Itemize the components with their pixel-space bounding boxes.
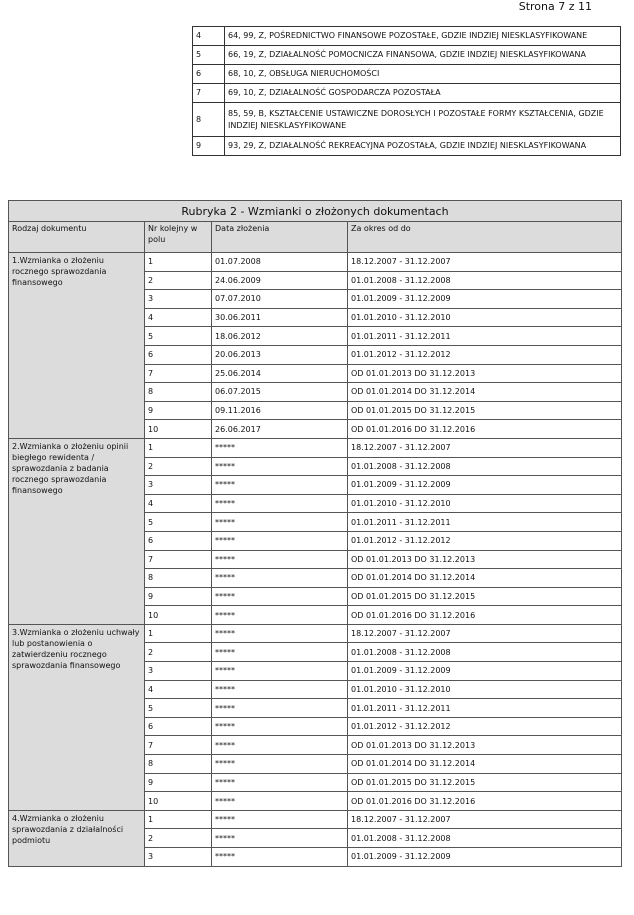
period: 01.01.2009 - 31.12.2009: [348, 662, 622, 681]
sequence-number: 4: [145, 680, 212, 699]
sequence-number: 4: [145, 494, 212, 513]
pkd-row: [193, 137, 621, 156]
sequence-number: 8: [145, 383, 212, 402]
sequence-number: 7: [145, 736, 212, 755]
period: OD 01.01.2013 DO 31.12.2013: [348, 364, 622, 383]
sequence-number: 9: [145, 773, 212, 792]
filing-date: 01.07.2008: [212, 253, 348, 272]
header-period: Za okres od do: [348, 222, 622, 253]
sequence-number: 2: [145, 271, 212, 290]
period: OD 01.01.2014 DO 31.12.2014: [348, 755, 622, 774]
period: 01.01.2008 - 31.12.2008: [348, 457, 622, 476]
sequence-number: 7: [145, 364, 212, 383]
period: 01.01.2008 - 31.12.2008: [348, 271, 622, 290]
sequence-number: 3: [145, 662, 212, 681]
sequence-number: 5: [145, 327, 212, 346]
filing-date: *****: [212, 531, 348, 550]
pkd-description: 66, 19, Z, DZIAŁALNOŚĆ POMOCNICZA FINANSOWA, GDZIE INDZIEJ NIESKLASYFIKOWANA: [225, 46, 621, 65]
period: OD 01.01.2016 DO 31.12.2016: [348, 606, 622, 625]
pkd-row: [193, 65, 621, 84]
period: OD 01.01.2015 DO 31.12.2015: [348, 401, 622, 420]
rubryka-title: Rubryka 2 - Wzmianki o złożonych dokumentach: [9, 201, 622, 222]
period: OD 01.01.2014 DO 31.12.2014: [348, 569, 622, 588]
filing-date: 06.07.2015: [212, 383, 348, 402]
period: 18.12.2007 - 31.12.2007: [348, 624, 622, 643]
filing-date: *****: [212, 457, 348, 476]
document-type: 4.Wzmianka o złożeniu sprawozdania z działalności podmiotu: [9, 810, 145, 866]
filing-date: *****: [212, 587, 348, 606]
period: 01.01.2011 - 31.12.2011: [348, 513, 622, 532]
table-row: [9, 624, 622, 643]
sequence-number: 4: [145, 308, 212, 327]
table-row: [9, 253, 622, 272]
filing-date: 30.06.2011: [212, 308, 348, 327]
filing-date: *****: [212, 476, 348, 495]
table-row: [9, 810, 622, 829]
period: OD 01.01.2015 DO 31.12.2015: [348, 587, 622, 606]
sequence-number: 2: [145, 643, 212, 662]
filing-date: *****: [212, 513, 348, 532]
sequence-number: 3: [145, 476, 212, 495]
pkd-description: 69, 10, Z, DZIAŁALNOŚĆ GOSPODARCZA POZOSTAŁA: [225, 84, 621, 103]
period: 18.12.2007 - 31.12.2007: [348, 810, 622, 829]
sequence-number: 6: [145, 531, 212, 550]
filing-date: *****: [212, 438, 348, 457]
sequence-number: 3: [145, 290, 212, 309]
period: 01.01.2009 - 31.12.2009: [348, 290, 622, 309]
filing-date: *****: [212, 792, 348, 811]
period: 01.01.2009 - 31.12.2009: [348, 476, 622, 495]
pkd-description: 68, 10, Z, OBSŁUGA NIERUCHOMOŚCI: [225, 65, 621, 84]
filing-date: *****: [212, 848, 348, 867]
page-number: Strona 7 z 11: [518, 0, 592, 13]
filing-date: 20.06.2013: [212, 345, 348, 364]
sequence-number: 8: [145, 755, 212, 774]
header-document-type: Rodzaj dokumentu: [9, 222, 145, 253]
pkd-index: 5: [193, 46, 225, 65]
period: OD 01.01.2016 DO 31.12.2016: [348, 792, 622, 811]
filing-date: *****: [212, 494, 348, 513]
pkd-index: 8: [193, 103, 225, 137]
period: 01.01.2011 - 31.12.2011: [348, 327, 622, 346]
filing-date: 18.06.2012: [212, 327, 348, 346]
period: 01.01.2010 - 31.12.2010: [348, 680, 622, 699]
document-type: 3.Wzmianka o złożeniu uchwały lub postanowienia o zatwierdzeniu rocznego sprawozdania finansowego: [9, 624, 145, 810]
sequence-number: 9: [145, 587, 212, 606]
filing-date: *****: [212, 606, 348, 625]
pkd-table: [192, 26, 621, 156]
filing-date: 26.06.2017: [212, 420, 348, 439]
sequence-number: 10: [145, 420, 212, 439]
period: OD 01.01.2013 DO 31.12.2013: [348, 550, 622, 569]
document-type: 1.Wzmianka o złożeniu rocznego sprawozdania finansowego: [9, 253, 145, 439]
pkd-row: [193, 84, 621, 103]
period: 01.01.2008 - 31.12.2008: [348, 643, 622, 662]
sequence-number: 1: [145, 624, 212, 643]
period: OD 01.01.2015 DO 31.12.2015: [348, 773, 622, 792]
sequence-number: 2: [145, 457, 212, 476]
pkd-description: 93, 29, Z, DZIAŁALNOŚĆ REKREACYJNA POZOSTAŁA, GDZIE INDZIEJ NIESKLASYFIKOWANA: [225, 137, 621, 156]
filing-date: *****: [212, 773, 348, 792]
sequence-number: 6: [145, 345, 212, 364]
sequence-number: 6: [145, 717, 212, 736]
pkd-index: 9: [193, 137, 225, 156]
filing-date: *****: [212, 569, 348, 588]
period: 01.01.2008 - 31.12.2008: [348, 829, 622, 848]
filing-date: 24.06.2009: [212, 271, 348, 290]
pkd-description: 85, 59, B, KSZTAŁCENIE USTAWICZNE DOROSŁYCH I POZOSTAŁE FORMY KSZTAŁCENIA, GDZIE INDZIEJ NIESKLASYFIKOWANE: [225, 103, 621, 137]
filing-date: *****: [212, 699, 348, 718]
filing-date: *****: [212, 624, 348, 643]
sequence-number: 5: [145, 513, 212, 532]
documents-table: [8, 200, 622, 867]
filing-date: *****: [212, 755, 348, 774]
sequence-number: 8: [145, 569, 212, 588]
filing-date: *****: [212, 810, 348, 829]
sequence-number: 10: [145, 606, 212, 625]
pkd-row: [193, 103, 621, 137]
filing-date: *****: [212, 736, 348, 755]
header-sequence-number: Nr kolejny w polu: [145, 222, 212, 253]
sequence-number: 2: [145, 829, 212, 848]
sequence-number: 7: [145, 550, 212, 569]
sequence-number: 5: [145, 699, 212, 718]
period: 18.12.2007 - 31.12.2007: [348, 438, 622, 457]
table-row: [9, 438, 622, 457]
sequence-number: 3: [145, 848, 212, 867]
pkd-description: 64, 99, Z, POŚREDNICTWO FINANSOWE POZOSTAŁE, GDZIE INDZIEJ NIESKLASYFIKOWANE: [225, 27, 621, 46]
pkd-index: 6: [193, 65, 225, 84]
period: 01.01.2012 - 31.12.2012: [348, 345, 622, 364]
filing-date: *****: [212, 829, 348, 848]
filing-date: 09.11.2016: [212, 401, 348, 420]
period: 18.12.2007 - 31.12.2007: [348, 253, 622, 272]
filing-date: *****: [212, 643, 348, 662]
period: 01.01.2009 - 31.12.2009: [348, 848, 622, 867]
period: 01.01.2012 - 31.12.2012: [348, 531, 622, 550]
period: 01.01.2010 - 31.12.2010: [348, 494, 622, 513]
sequence-number: 9: [145, 401, 212, 420]
period: 01.01.2010 - 31.12.2010: [348, 308, 622, 327]
pkd-row: [193, 27, 621, 46]
sequence-number: 1: [145, 253, 212, 272]
pkd-index: 7: [193, 84, 225, 103]
period: 01.01.2012 - 31.12.2012: [348, 717, 622, 736]
pkd-row: [193, 46, 621, 65]
period: OD 01.01.2014 DO 31.12.2014: [348, 383, 622, 402]
sequence-number: 1: [145, 810, 212, 829]
period: 01.01.2011 - 31.12.2011: [348, 699, 622, 718]
sequence-number: 10: [145, 792, 212, 811]
filing-date: *****: [212, 662, 348, 681]
filing-date: 07.07.2010: [212, 290, 348, 309]
period: OD 01.01.2013 DO 31.12.2013: [348, 736, 622, 755]
document-type: 2.Wzmianka o złożeniu opinii biegłego rewidenta / sprawozdania z badania rocznego sprawozdania finansowego: [9, 438, 145, 624]
sequence-number: 1: [145, 438, 212, 457]
header-filing-date: Data złożenia: [212, 222, 348, 253]
filing-date: *****: [212, 717, 348, 736]
filing-date: 25.06.2014: [212, 364, 348, 383]
filing-date: *****: [212, 550, 348, 569]
period: OD 01.01.2016 DO 31.12.2016: [348, 420, 622, 439]
filing-date: *****: [212, 680, 348, 699]
pkd-index: 4: [193, 27, 225, 46]
